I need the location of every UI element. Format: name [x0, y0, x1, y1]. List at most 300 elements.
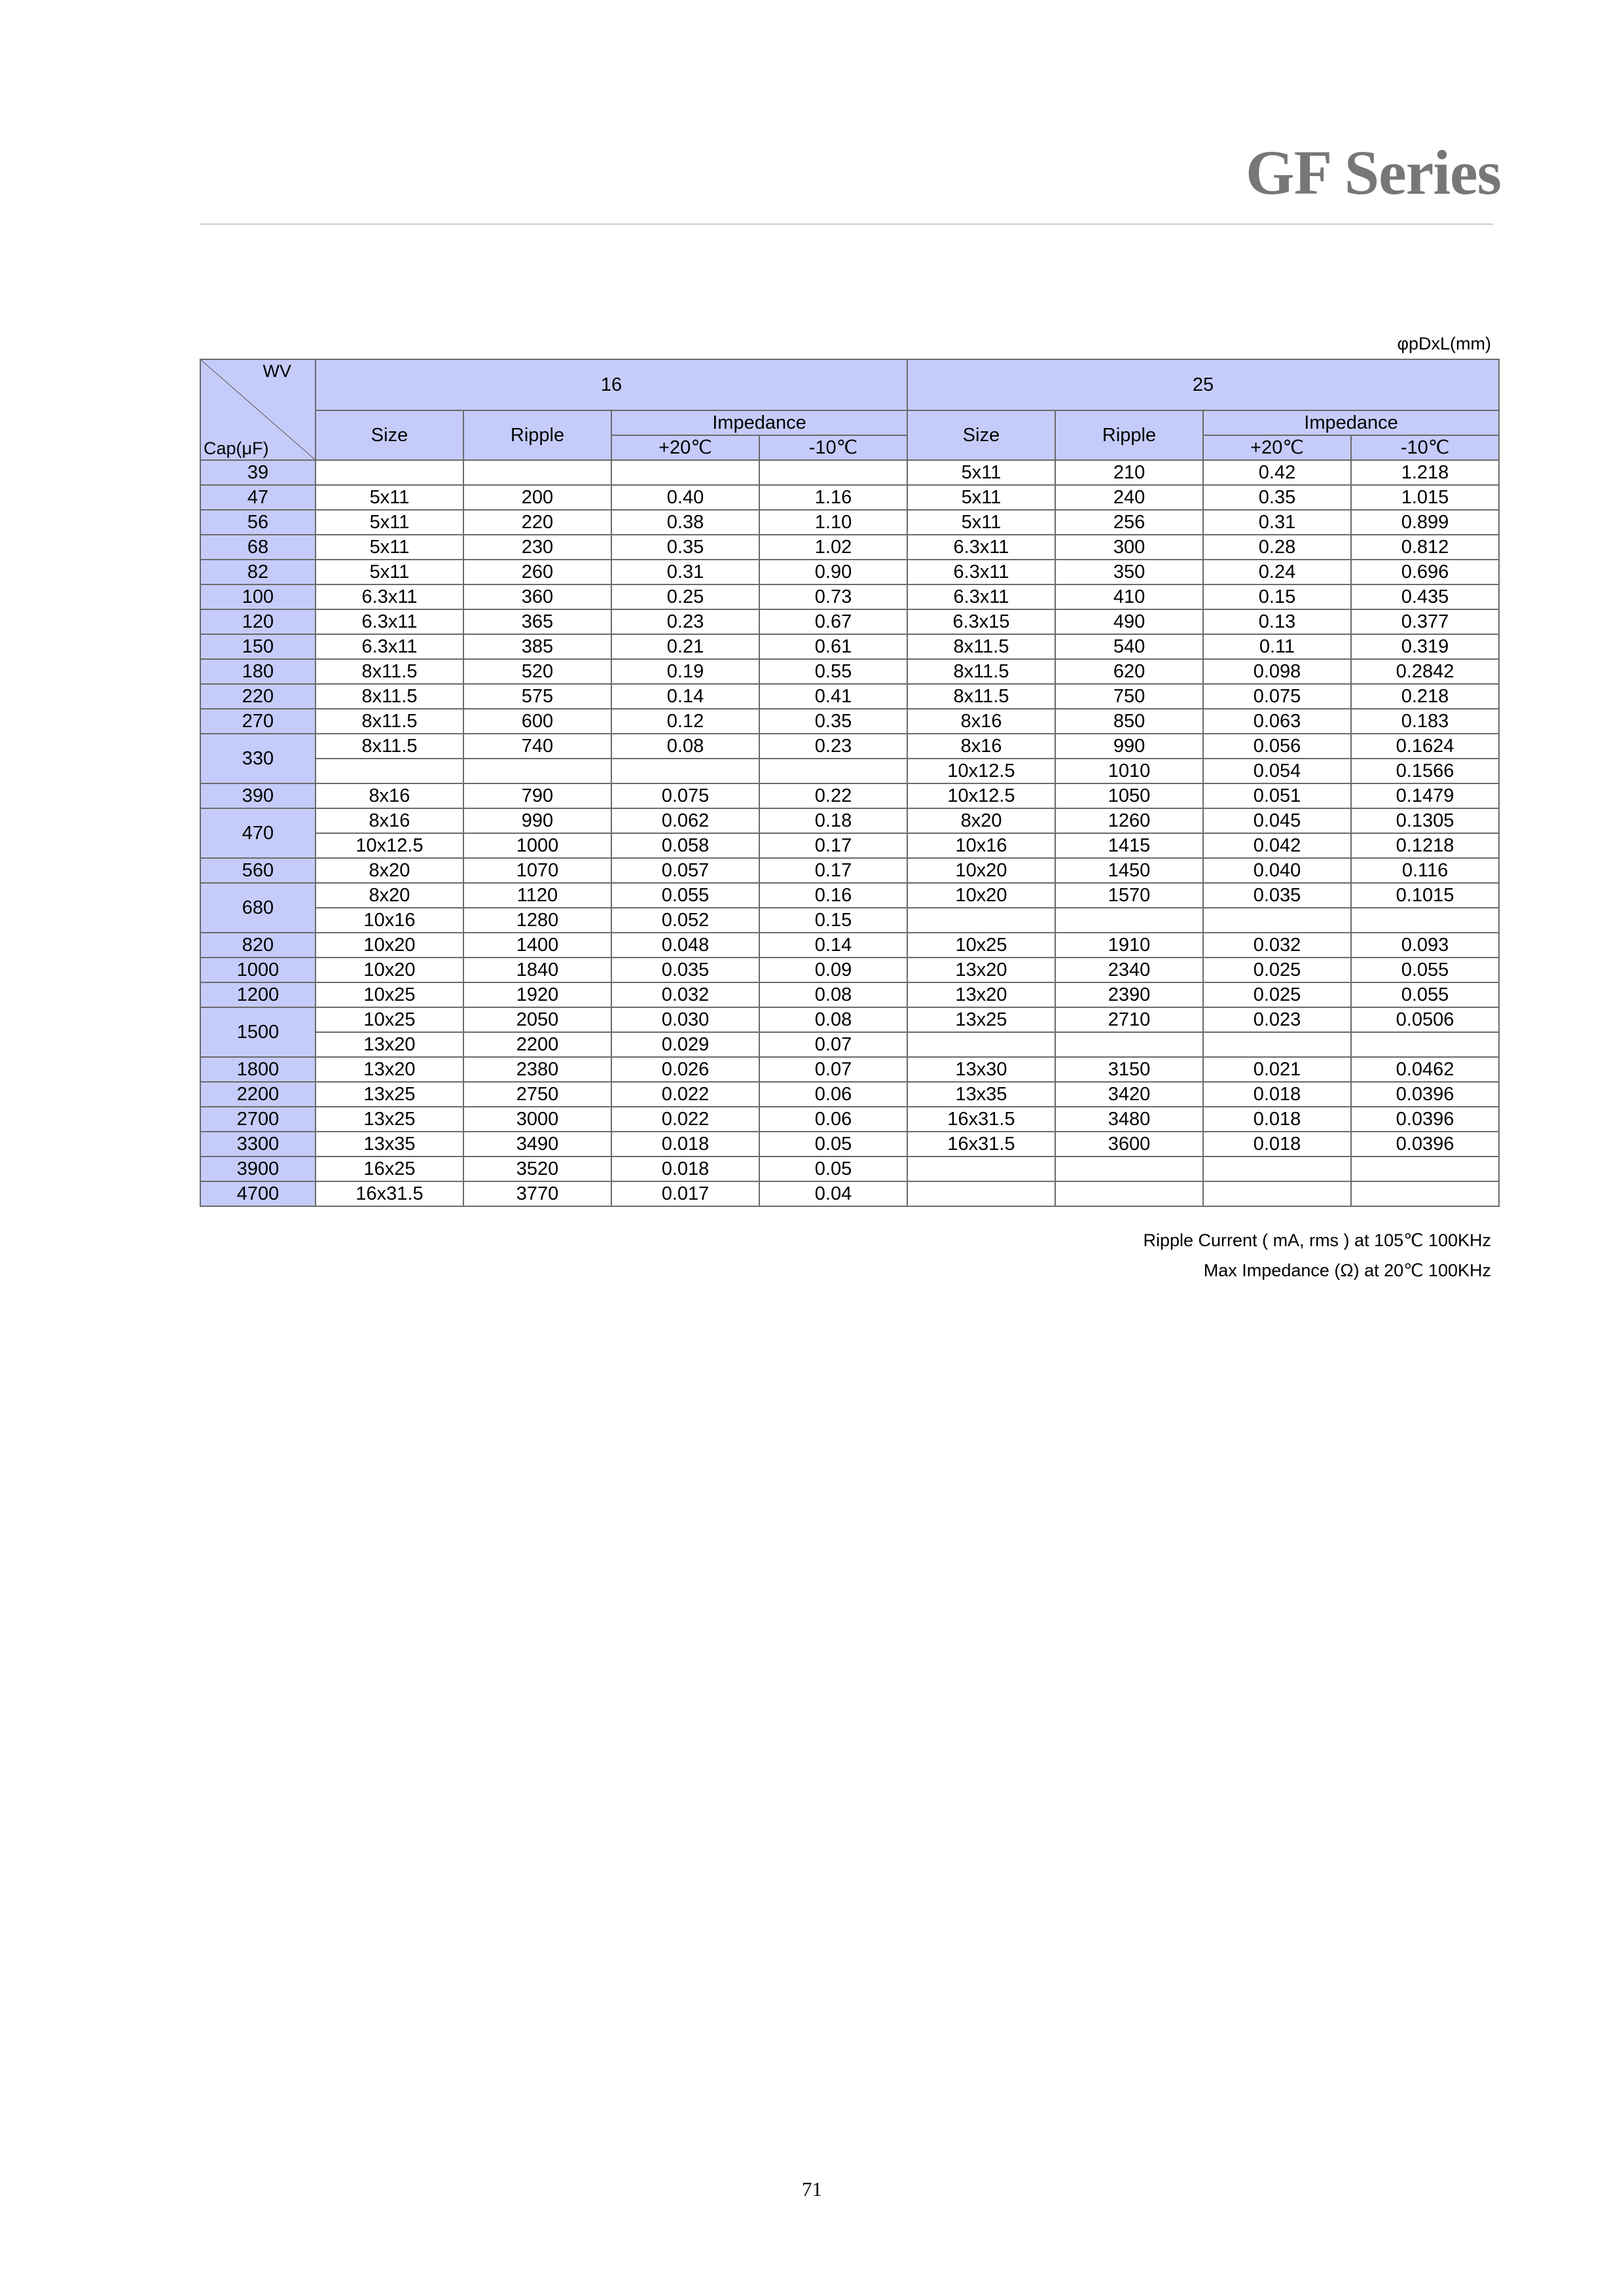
- table-cell: 10x25: [907, 933, 1055, 958]
- page-number: 71: [802, 2178, 822, 2200]
- table-cell: 0.24: [1203, 560, 1351, 584]
- table-cell: 0.055: [1351, 982, 1499, 1007]
- table-cell: 8x16: [316, 808, 463, 833]
- table-cell: 16x25: [316, 1157, 463, 1181]
- table-cell: 0.14: [611, 684, 759, 709]
- table-cell: 0.38: [611, 510, 759, 535]
- table-cell: 1.015: [1351, 485, 1499, 510]
- impedance-footnote: Max Impedance (Ω) at 20℃ 100KHz: [1203, 1261, 1491, 1280]
- table-cell: 1.10: [759, 510, 907, 535]
- table-cell: 0.696: [1351, 560, 1499, 584]
- table-cell: 1010: [1055, 759, 1203, 783]
- table-cell: 16x31.5: [907, 1132, 1055, 1157]
- capacitance-cell: 220: [200, 684, 316, 709]
- table-cell: 990: [1055, 734, 1203, 759]
- table-cell: 0.31: [1203, 510, 1351, 535]
- table-cell: 16x31.5: [907, 1107, 1055, 1132]
- title-divider: [200, 223, 1493, 225]
- table-cell: [907, 908, 1055, 933]
- table-cell: 0.075: [611, 783, 759, 808]
- capacitance-cell: 150: [200, 634, 316, 659]
- table-cell: 0.28: [1203, 535, 1351, 560]
- capacitance-cell: 2700: [200, 1107, 316, 1132]
- table-cell: 2050: [463, 1007, 611, 1032]
- table-cell: 1570: [1055, 883, 1203, 908]
- table-cell: 360: [463, 584, 611, 609]
- table-cell: 1415: [1055, 833, 1203, 858]
- impedance-minus10-header: -10℃: [759, 435, 907, 460]
- table-cell: 10x12.5: [907, 759, 1055, 783]
- table-cell: 0.0462: [1351, 1057, 1499, 1082]
- table-cell: 0.018: [611, 1132, 759, 1157]
- table-cell: 8x11.5: [316, 684, 463, 709]
- table-row: [200, 485, 1499, 510]
- table-cell: 0.19: [611, 659, 759, 684]
- table-row: [200, 460, 1499, 485]
- table-cell: 8x11.5: [316, 659, 463, 684]
- table-cell: [1203, 1032, 1351, 1057]
- table-cell: 0.11: [1203, 634, 1351, 659]
- table-cell: 8x20: [316, 883, 463, 908]
- corner-header-cell: [200, 359, 316, 460]
- table-row: [200, 982, 1499, 1007]
- table-cell: 0.0396: [1351, 1132, 1499, 1157]
- table-cell: 0.899: [1351, 510, 1499, 535]
- table-cell: [316, 759, 463, 783]
- table-cell: 13x25: [316, 1082, 463, 1107]
- table-cell: 10x20: [316, 958, 463, 982]
- table-cell: 3420: [1055, 1082, 1203, 1107]
- table-cell: 0.017: [611, 1181, 759, 1206]
- table-cell: 240: [1055, 485, 1203, 510]
- capacitance-cell: 270: [200, 709, 316, 734]
- cap-label: Cap(μF): [204, 439, 269, 458]
- table-cell: 0.075: [1203, 684, 1351, 709]
- capacitance-cell: 2200: [200, 1082, 316, 1107]
- table-row: [200, 759, 1499, 783]
- impedance-minus10-header: -10℃: [1351, 435, 1499, 460]
- table-cell: 0.35: [759, 709, 907, 734]
- table-cell: 1400: [463, 933, 611, 958]
- impedance-header: Impedance: [1203, 410, 1499, 435]
- table-cell: 2710: [1055, 1007, 1203, 1032]
- table-cell: 220: [463, 510, 611, 535]
- table-row: [200, 908, 1499, 933]
- table-cell: 0.13: [1203, 609, 1351, 634]
- capacitance-cell: 47: [200, 485, 316, 510]
- table-row: [200, 1157, 1499, 1181]
- table-cell: 385: [463, 634, 611, 659]
- table-cell: 0.045: [1203, 808, 1351, 833]
- table-cell: 5x11: [316, 485, 463, 510]
- table-cell: 0.218: [1351, 684, 1499, 709]
- table-cell: 1.16: [759, 485, 907, 510]
- voltage-16-header: 16: [316, 359, 907, 410]
- table-cell: 1910: [1055, 933, 1203, 958]
- table-cell: 0.16: [759, 883, 907, 908]
- table-cell: 0.025: [1203, 958, 1351, 982]
- table-cell: 6.3x11: [907, 584, 1055, 609]
- table-row: [200, 659, 1499, 684]
- table-cell: 0.032: [611, 982, 759, 1007]
- table-cell: 0.05: [759, 1157, 907, 1181]
- table-cell: 10x20: [907, 858, 1055, 883]
- table-cell: 0.1218: [1351, 833, 1499, 858]
- table-cell: 0.17: [759, 833, 907, 858]
- table-cell: 16x31.5: [316, 1181, 463, 1206]
- table-row: [200, 1082, 1499, 1107]
- table-cell: 6.3x11: [907, 535, 1055, 560]
- table-cell: 13x20: [316, 1032, 463, 1057]
- table-cell: 0.183: [1351, 709, 1499, 734]
- table-cell: 8x11.5: [316, 709, 463, 734]
- table-cell: 0.1305: [1351, 808, 1499, 833]
- table-cell: 0.116: [1351, 858, 1499, 883]
- table-cell: 3490: [463, 1132, 611, 1157]
- table-cell: 0.08: [611, 734, 759, 759]
- table-cell: 2750: [463, 1082, 611, 1107]
- table-cell: [1351, 1032, 1499, 1057]
- capacitance-cell: 120: [200, 609, 316, 634]
- table-cell: 0.08: [759, 1007, 907, 1032]
- capacitance-cell: 1800: [200, 1057, 316, 1082]
- table-cell: 8x16: [907, 734, 1055, 759]
- table-cell: 0.022: [611, 1082, 759, 1107]
- table-cell: 0.35: [1203, 485, 1351, 510]
- table-cell: 0.41: [759, 684, 907, 709]
- table-cell: 365: [463, 609, 611, 634]
- ripple-header: Ripple: [1055, 410, 1203, 460]
- table-cell: 1.218: [1351, 460, 1499, 485]
- table-cell: 0.056: [1203, 734, 1351, 759]
- table-cell: 0.1624: [1351, 734, 1499, 759]
- table-cell: 0.063: [1203, 709, 1351, 734]
- table-cell: 3520: [463, 1157, 611, 1181]
- table-cell: 8x16: [907, 709, 1055, 734]
- table-cell: 540: [1055, 634, 1203, 659]
- table-cell: 5x11: [907, 460, 1055, 485]
- table-row: [200, 1181, 1499, 1206]
- table-cell: 6.3x11: [907, 560, 1055, 584]
- table-cell: 740: [463, 734, 611, 759]
- table-row: [200, 783, 1499, 808]
- table-cell: 990: [463, 808, 611, 833]
- table-cell: 0.1015: [1351, 883, 1499, 908]
- table-cell: 8x11.5: [907, 684, 1055, 709]
- table-row: [200, 883, 1499, 908]
- table-cell: [1351, 908, 1499, 933]
- table-cell: 0.23: [759, 734, 907, 759]
- table-row: [200, 609, 1499, 634]
- table-cell: 0.31: [611, 560, 759, 584]
- table-cell: [1055, 908, 1203, 933]
- table-row: [200, 584, 1499, 609]
- table-cell: 0.0506: [1351, 1007, 1499, 1032]
- table-cell: [463, 759, 611, 783]
- table-cell: 0.022: [611, 1107, 759, 1132]
- table-cell: [611, 759, 759, 783]
- table-cell: 5x11: [316, 560, 463, 584]
- table-cell: 0.12: [611, 709, 759, 734]
- table-cell: 0.0396: [1351, 1082, 1499, 1107]
- table-cell: 210: [1055, 460, 1203, 485]
- table-cell: 3150: [1055, 1057, 1203, 1082]
- table-cell: 0.05: [759, 1132, 907, 1157]
- table-cell: 410: [1055, 584, 1203, 609]
- table-cell: [759, 460, 907, 485]
- table-cell: 0.23: [611, 609, 759, 634]
- table-cell: 1450: [1055, 858, 1203, 883]
- capacitance-cell: 3300: [200, 1132, 316, 1157]
- capacitance-cell: 82: [200, 560, 316, 584]
- table-cell: 3770: [463, 1181, 611, 1206]
- table-cell: 0.40: [611, 485, 759, 510]
- table-row: [200, 734, 1499, 759]
- capacitance-cell: 39: [200, 460, 316, 485]
- capacitance-cell: 180: [200, 659, 316, 684]
- table-row: [200, 833, 1499, 858]
- table-cell: [316, 460, 463, 485]
- size-header: Size: [907, 410, 1055, 460]
- table-row: [200, 634, 1499, 659]
- table-cell: 8x11.5: [907, 634, 1055, 659]
- table-cell: 1120: [463, 883, 611, 908]
- table-cell: 0.054: [1203, 759, 1351, 783]
- table-cell: 0.21: [611, 634, 759, 659]
- ripple-footnote: Ripple Current ( mA, rms ) at 105℃ 100KHz: [1143, 1230, 1491, 1250]
- table-cell: 3000: [463, 1107, 611, 1132]
- table-row: [200, 1057, 1499, 1082]
- table-cell: 0.098: [1203, 659, 1351, 684]
- table-cell: 10x16: [907, 833, 1055, 858]
- table-cell: 8x20: [907, 808, 1055, 833]
- capacitance-cell: 56: [200, 510, 316, 535]
- capacitance-cell: 68: [200, 535, 316, 560]
- table-cell: 0.030: [611, 1007, 759, 1032]
- table-row: [200, 510, 1499, 535]
- table-cell: 230: [463, 535, 611, 560]
- table-cell: 0.057: [611, 858, 759, 883]
- table-cell: 5x11: [316, 535, 463, 560]
- ripple-header: Ripple: [463, 410, 611, 460]
- table-cell: 0.319: [1351, 634, 1499, 659]
- table-cell: 0.035: [1203, 883, 1351, 908]
- table-cell: 13x20: [907, 982, 1055, 1007]
- table-cell: 620: [1055, 659, 1203, 684]
- table-cell: 0.35: [611, 535, 759, 560]
- table-cell: 0.04: [759, 1181, 907, 1206]
- table-cell: 256: [1055, 510, 1203, 535]
- table-cell: 10x25: [316, 1007, 463, 1032]
- table-row: [200, 808, 1499, 833]
- wv-label: WV: [262, 361, 291, 381]
- table-cell: 0.018: [1203, 1082, 1351, 1107]
- table-cell: 0.058: [611, 833, 759, 858]
- table-cell: 790: [463, 783, 611, 808]
- table-cell: 0.73: [759, 584, 907, 609]
- table-cell: 8x16: [316, 783, 463, 808]
- impedance-plus20-header: +20℃: [611, 435, 759, 460]
- table-body: [200, 460, 1499, 1206]
- table-row: [200, 1132, 1499, 1157]
- table-row: [200, 1107, 1499, 1132]
- table-cell: [1055, 1181, 1203, 1206]
- table-cell: [1351, 1181, 1499, 1206]
- table-cell: 0.90: [759, 560, 907, 584]
- table-cell: 0.1566: [1351, 759, 1499, 783]
- table-cell: [759, 759, 907, 783]
- table-cell: 0.07: [759, 1057, 907, 1082]
- table-row: [200, 1007, 1499, 1032]
- table-cell: 10x12.5: [907, 783, 1055, 808]
- table-cell: [463, 460, 611, 485]
- capacitance-cell: 1500: [200, 1007, 316, 1057]
- table-cell: 13x30: [907, 1057, 1055, 1082]
- table-cell: 13x20: [907, 958, 1055, 982]
- table-cell: 0.22: [759, 783, 907, 808]
- table-cell: 10x16: [316, 908, 463, 933]
- table-cell: 1000: [463, 833, 611, 858]
- table-row: [200, 709, 1499, 734]
- table-cell: 13x35: [907, 1082, 1055, 1107]
- table-cell: 8x11.5: [316, 734, 463, 759]
- capacitance-cell: 390: [200, 783, 316, 808]
- table-cell: 6.3x11: [316, 609, 463, 634]
- table-cell: 0.018: [1203, 1132, 1351, 1157]
- table-row: [200, 933, 1499, 958]
- impedance-header: Impedance: [611, 410, 907, 435]
- capacitance-cell: 3900: [200, 1157, 316, 1181]
- table-cell: 13x20: [316, 1057, 463, 1082]
- table-cell: 750: [1055, 684, 1203, 709]
- table-cell: [907, 1157, 1055, 1181]
- voltage-25-header: 25: [907, 359, 1499, 410]
- spec-table: [200, 359, 1500, 1207]
- table-cell: 0.051: [1203, 783, 1351, 808]
- table-cell: 2380: [463, 1057, 611, 1082]
- table-cell: 0.08: [759, 982, 907, 1007]
- table-cell: [907, 1032, 1055, 1057]
- table-cell: 1050: [1055, 783, 1203, 808]
- table-cell: 6.3x11: [316, 584, 463, 609]
- table-cell: [907, 1181, 1055, 1206]
- table-row: [200, 560, 1499, 584]
- table-row: [200, 1032, 1499, 1057]
- capacitance-cell: 680: [200, 883, 316, 933]
- table-cell: 0.029: [611, 1032, 759, 1057]
- table-cell: 0.07: [759, 1032, 907, 1057]
- table-cell: 5x11: [316, 510, 463, 535]
- table-cell: 0.026: [611, 1057, 759, 1082]
- table-cell: 0.377: [1351, 609, 1499, 634]
- table-cell: [1351, 1157, 1499, 1181]
- table-cell: 0.021: [1203, 1057, 1351, 1082]
- table-cell: 0.055: [1351, 958, 1499, 982]
- table-cell: 0.093: [1351, 933, 1499, 958]
- table-cell: 13x35: [316, 1132, 463, 1157]
- table-cell: 0.025: [1203, 982, 1351, 1007]
- table-cell: 0.048: [611, 933, 759, 958]
- table-cell: 0.042: [1203, 833, 1351, 858]
- table-cell: [1055, 1032, 1203, 1057]
- table-cell: 0.018: [1203, 1107, 1351, 1132]
- table-cell: 6.3x11: [316, 634, 463, 659]
- table-cell: 0.062: [611, 808, 759, 833]
- table-cell: [1203, 908, 1351, 933]
- table-row: [200, 858, 1499, 883]
- table-cell: 8x20: [316, 858, 463, 883]
- table-cell: [1055, 1157, 1203, 1181]
- table-cell: 0.25: [611, 584, 759, 609]
- table-cell: 0.052: [611, 908, 759, 933]
- table-cell: 0.035: [611, 958, 759, 982]
- table-cell: 0.15: [1203, 584, 1351, 609]
- table-cell: 10x20: [316, 933, 463, 958]
- impedance-plus20-header: +20℃: [1203, 435, 1351, 460]
- table-cell: 0.42: [1203, 460, 1351, 485]
- capacitance-cell: 1000: [200, 958, 316, 982]
- table-row: [200, 958, 1499, 982]
- table-cell: 10x25: [316, 982, 463, 1007]
- size-header: Size: [316, 410, 463, 460]
- table-cell: 0.023: [1203, 1007, 1351, 1032]
- table-cell: 0.09: [759, 958, 907, 982]
- table-cell: 13x25: [316, 1107, 463, 1132]
- table-cell: 1070: [463, 858, 611, 883]
- table-cell: 1280: [463, 908, 611, 933]
- table-cell: 200: [463, 485, 611, 510]
- capacitance-cell: 820: [200, 933, 316, 958]
- table-cell: 0.55: [759, 659, 907, 684]
- table-cell: 520: [463, 659, 611, 684]
- table-cell: [1203, 1157, 1351, 1181]
- table-cell: 0.06: [759, 1082, 907, 1107]
- table-cell: 0.812: [1351, 535, 1499, 560]
- table-cell: 1260: [1055, 808, 1203, 833]
- table-cell: 0.1479: [1351, 783, 1499, 808]
- table-cell: 0.040: [1203, 858, 1351, 883]
- table-cell: 300: [1055, 535, 1203, 560]
- table-cell: [1203, 1181, 1351, 1206]
- table-cell: 0.06: [759, 1107, 907, 1132]
- table-cell: 575: [463, 684, 611, 709]
- table-row: [200, 535, 1499, 560]
- table-cell: 8x11.5: [907, 659, 1055, 684]
- table-cell: 0.032: [1203, 933, 1351, 958]
- table-cell: 1.02: [759, 535, 907, 560]
- table-cell: 0.67: [759, 609, 907, 634]
- dimension-unit-note: φpDxL(mm): [1397, 334, 1491, 353]
- table-cell: [611, 460, 759, 485]
- table-cell: 0.15: [759, 908, 907, 933]
- table-cell: 6.3x15: [907, 609, 1055, 634]
- table-cell: 350: [1055, 560, 1203, 584]
- table-cell: 0.055: [611, 883, 759, 908]
- table-cell: 3600: [1055, 1132, 1203, 1157]
- table-cell: 5x11: [907, 485, 1055, 510]
- table-cell: 0.17: [759, 858, 907, 883]
- table-cell: 13x25: [907, 1007, 1055, 1032]
- table-cell: 850: [1055, 709, 1203, 734]
- table-row: [200, 684, 1499, 709]
- table-cell: 2390: [1055, 982, 1203, 1007]
- table-cell: 0.61: [759, 634, 907, 659]
- table-cell: 10x20: [907, 883, 1055, 908]
- table-cell: 0.18: [759, 808, 907, 833]
- table-cell: 1840: [463, 958, 611, 982]
- table-cell: 0.435: [1351, 584, 1499, 609]
- capacitance-cell: 1200: [200, 982, 316, 1007]
